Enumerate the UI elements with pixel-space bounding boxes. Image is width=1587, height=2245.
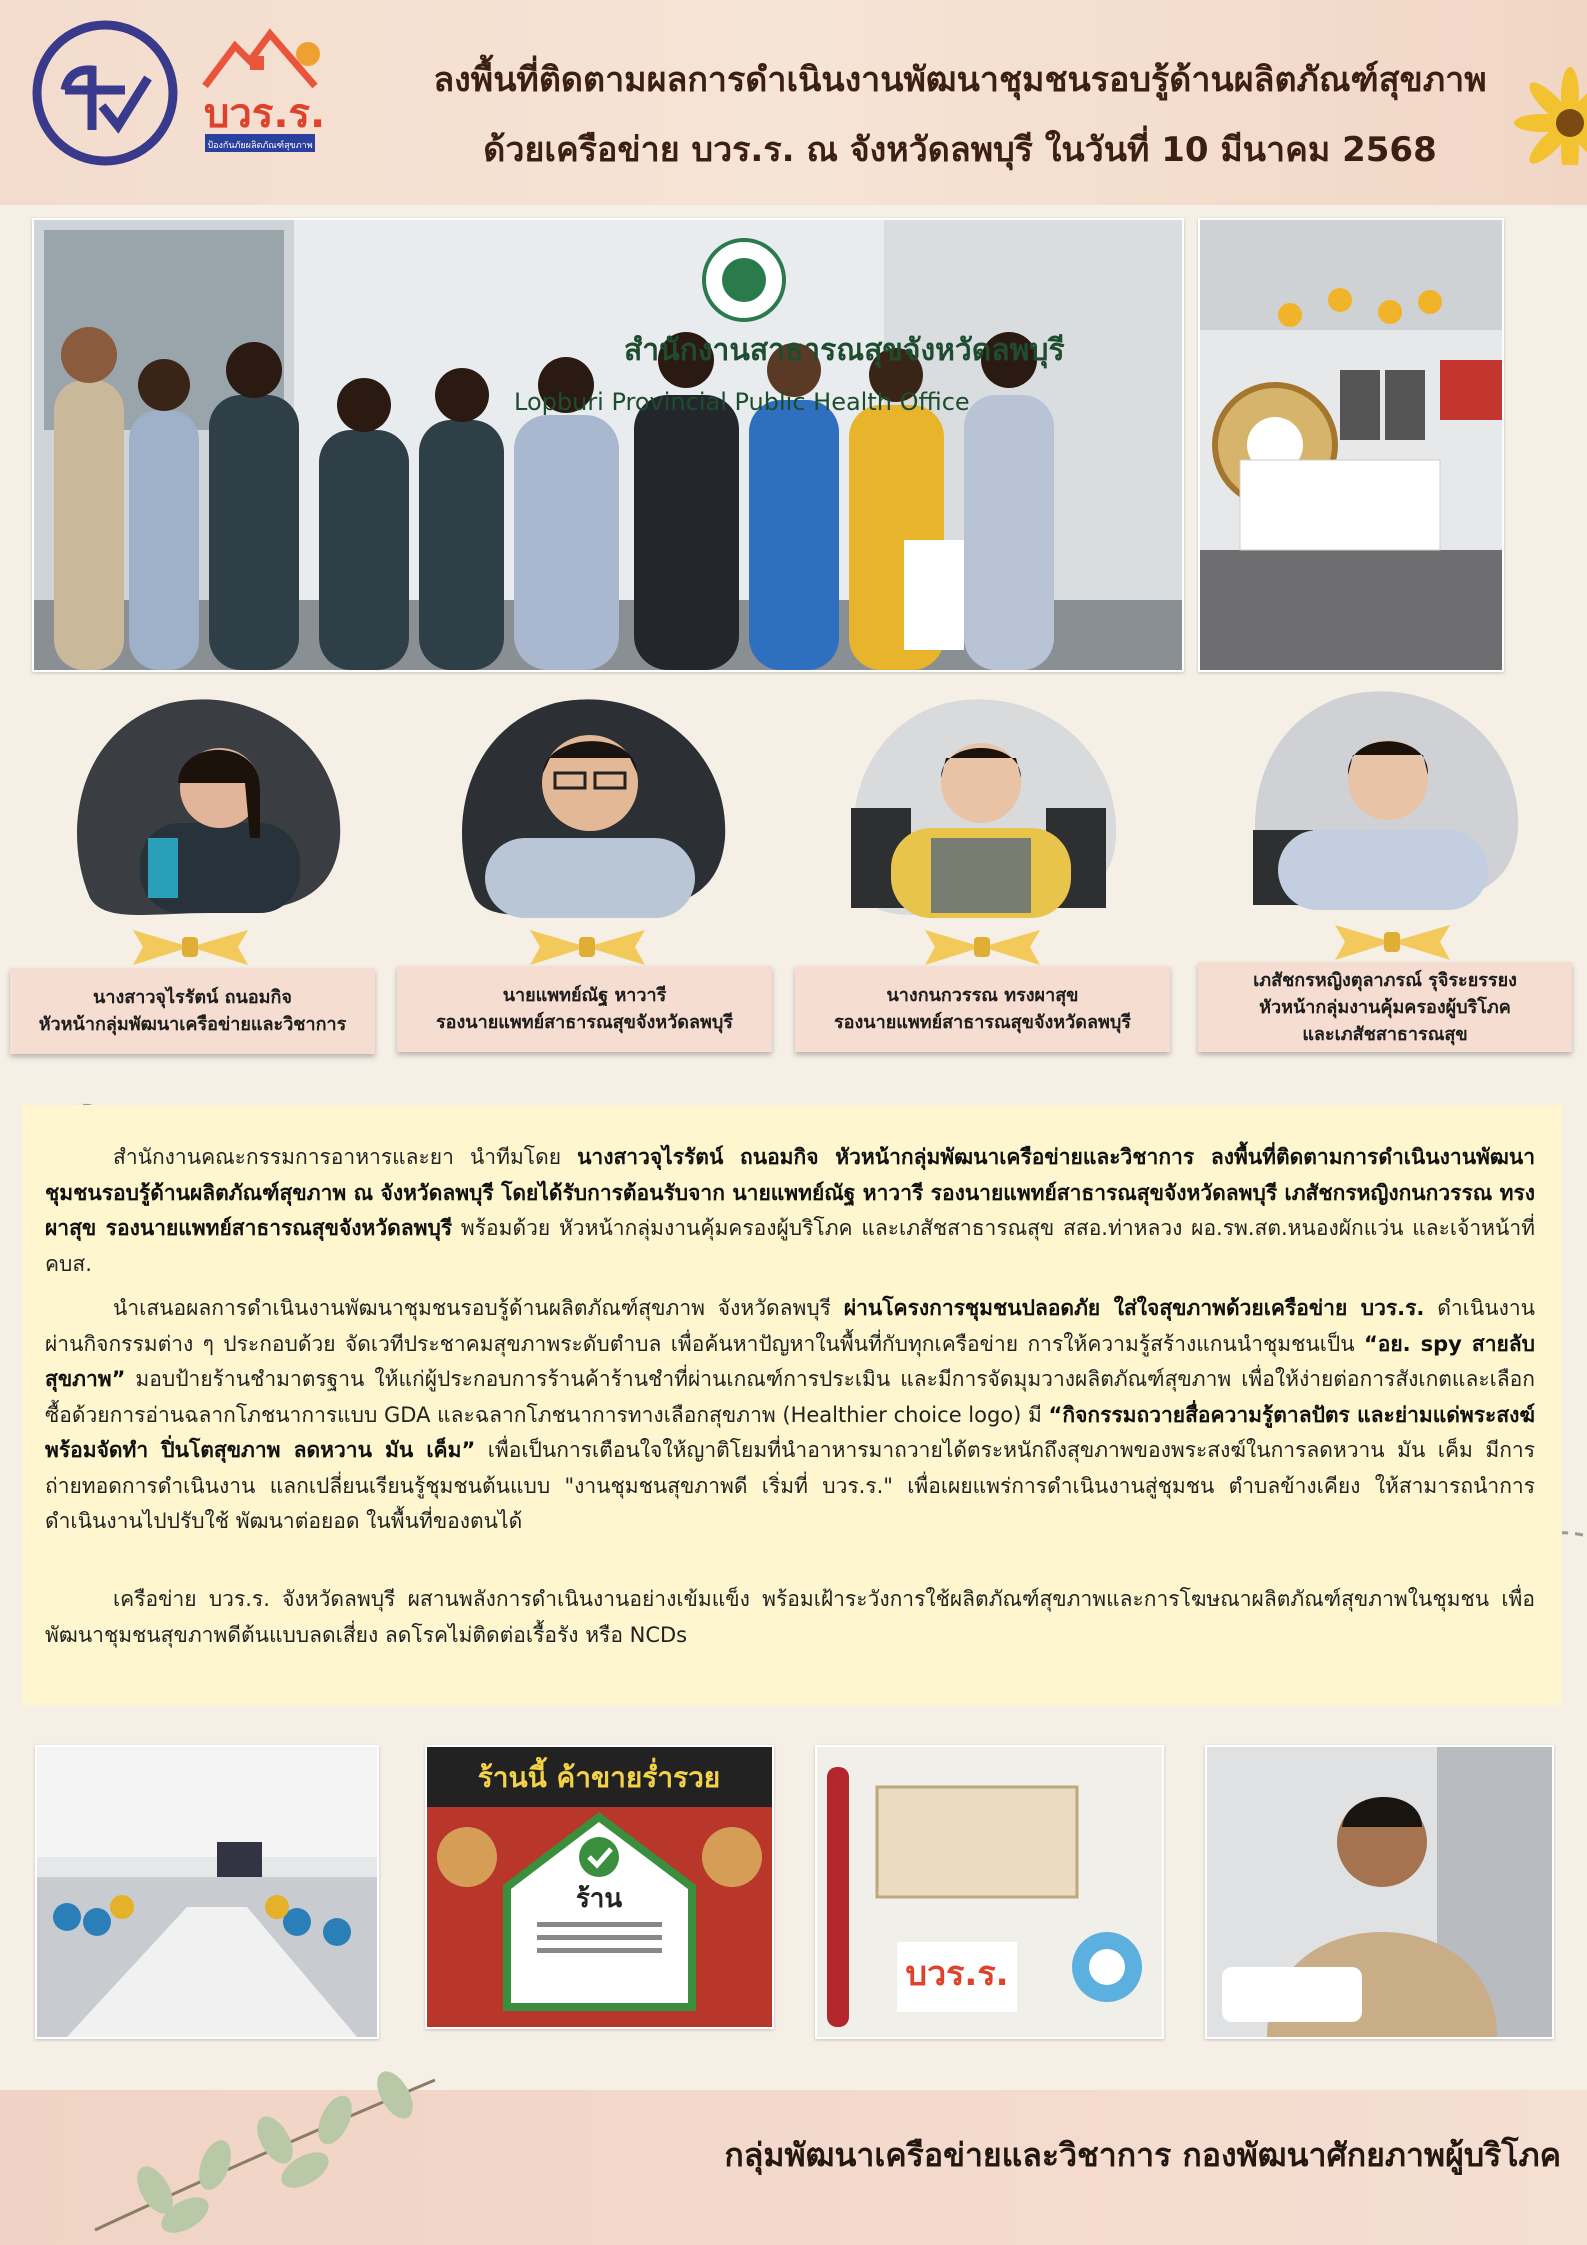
person-role: หัวหน้ากลุ่มงานคุ้มครองผู้บริโภค [1259, 996, 1511, 1018]
person-name: เภสัชกรหญิงตุลาภรณ์ รุจิระยรรยง [1253, 969, 1517, 991]
shop-sign-photo [425, 1745, 774, 2029]
bow-icon [1330, 920, 1455, 965]
fan-and-logo-photo [815, 1745, 1164, 2039]
bow-icon [920, 925, 1045, 970]
name-card-1 [10, 968, 375, 1054]
portrait-4 [1238, 680, 1528, 930]
office-sign-en: Lopburi Provincial Public Health Office [514, 388, 970, 416]
person-role: หัวหน้ากลุ่มพัฒนาเครือข่ายและวิชาการ [38, 1014, 347, 1035]
portrait-3 [836, 688, 1126, 938]
name-card-3 [795, 966, 1170, 1052]
paragraph-2: นำเสนอผลการดำเนินงานพัฒนาชุมชนรอบรู้ด้านผลิตภัณฑ์สุขภาพ จังหวัดลพบุรี ผ่านโครงการชุมชนปลอดภัย ใส่ใจสุขภาพด้วยเครือข่าย บวร.ร. ดำเนินงานผ่านกิจกรรมต่าง ๆ ประกอบด้วย จัดเวทีประชาคมสุขภาพระดับตำบล เพื่อค้นหาปัญหาในพื้นที่กับทุกเครือข่าย การให้ความรู้สร้างแกนนำชุมชนเป็น “อย. spy สายลับสุขภาพ” มอบป้ายร้านชำมาตรฐาน ให้แก่ผู้ประกอบการร้านค้าร้านชำที่ผ่านเกณฑ์การประเมิน และมีการจัดมุมวางผลิตภัณฑ์สุขภาพ เพื่อให้ง่ายต่อการสังเกตและเลือกซื้อด้วยการอ่านฉลากโภชนาการแบบ GDA และฉลากโภชนาการทางเลือกสุขภาพ (Healthier choice logo) มี “กิจกรรมถวายสื่อความรู้ตาลปัตร และย่ามแด่พระสงฆ์ พร้อมจัดทำ ปิ่นโตสุขภาพ ลดหวาน มัน เค็ม” เพื่อเป็นการเตือนใจให้ญาติโยมที่นำอาหารมาถวายได้ตระหนักถึงสุขภาพของพระสงฆ์ในการลดหวาน มัน เค็ม มีการถ่ายทอดการดำเนินงาน แลกเปลี่ยนเรียนรู้ชุมชนต้นแบบ "งานชุมชนสุขภาพดี เริ่มที่ บวร.ร." เพื่อเผยแพร่การดำเนินงานสู่ชุมชน ตำบลข้างเคียง ให้สามารถนำการดำเนินงานไปปรับใช้ พัฒนาต่อยอด ในพื้นที่ของตนได้ [45, 1296, 1535, 1533]
title-line-1: ลงพื้นที่ติดตามผลการดำเนินงานพัฒนาชุมชนรอบรู้ด้านผลิตภัณฑ์สุขภาพ [433, 60, 1487, 100]
person-role: รองนายแพทย์สาธารณสุขจังหวัดลพบุรี [834, 1012, 1131, 1033]
portrait-1 [60, 688, 350, 938]
bow-icon [525, 925, 650, 970]
office-sign-th: สำนักงานสาธารณสุขจังหวัดลพบุรี [624, 333, 1065, 368]
shop-sign-heading: ร้านนี้ ค้าขายร่ำรวย [477, 1761, 721, 1794]
group-photo [32, 218, 1184, 672]
sunflower-decoration [1510, 65, 1587, 165]
person-role: รองนายแพทย์สาธารณสุขจังหวัดลพบุรี [436, 1012, 733, 1033]
person-name: นางกนกวรรณ ทรงผาสุข [886, 985, 1079, 1006]
bwr-logo-text: บวร.ร. [204, 91, 326, 137]
page-title [345, 45, 1575, 185]
meeting-room-photo [35, 1745, 379, 2039]
bow-icon [128, 925, 253, 970]
officer-photo [1205, 1745, 1554, 2039]
title-line-2: ด้วยเครือข่าย บวร.ร. ณ จังหวัดลพบุรี ในวันที่ 10 มีนาคม 2568 [483, 130, 1437, 170]
name-card-2 [397, 966, 772, 1052]
display-table-photo [1198, 218, 1504, 672]
footer-text: กลุ่มพัฒนาเครือข่ายและวิชาการ กองพัฒนาศักยภาพผู้บริโภค [724, 2136, 1561, 2174]
fda-logo [30, 18, 180, 168]
bwr-logo-subtext: ป้องกันภัยผลิตภัณฑ์สุขภาพ [207, 141, 313, 151]
person-name: นายแพทย์ณัฐ หาวารี [502, 985, 667, 1006]
leaf-branch-decoration [75, 2040, 455, 2245]
bwr-logo [190, 26, 330, 161]
shop-sign-label: ร้าน [575, 1884, 623, 1914]
paragraph-1: สำนักงานคณะกรรมการอาหารและยา นำทีมโดย นางสาวจุไรรัตน์ ถนอมกิจ หัวหน้ากลุ่มพัฒนาเครือข่ายและวิชาการ ลงพื้นที่ติดตามการดำเนินงานพัฒนาชุมชนรอบรู้ด้านผลิตภัณฑ์สุขภาพ ณ จังหวัดลพบุรี โดยได้รับการต้อนรับจาก นายแพทย์ณัฐ หาวารี รองนายแพทย์สาธารณสุขจังหวัดลพบุรี เภสัชกรหญิงกนกวรรณ ทรงผาสุข รองนายแพทย์สาธารณสุขจังหวัดลพบุรี พร้อมด้วย หัวหน้ากลุ่มงานคุ้มครองผู้บริโภค และเภสัชสาธารณสุข สสอ.ท่าหลวง ผอ.รพ.สต.หนองผักแว่น และเจ้าหน้าที่ คบส. [45, 1145, 1536, 1276]
paragraph-3: เครือข่าย บวร.ร. จังหวัดลพบุรี ผสานพลังการดำเนินงานอย่างเข้มแข็ง พร้อมเฝ้าระวังการใช้ผลิตภัณฑ์สุขภาพและการโฆษณาผลิตภัณฑ์สุขภาพในชุมชน เพื่อพัฒนาชุมชนสุขภาพดีต้นแบบลดเสี่ยง ลดโรคไม่ติดต่อเรื้อรัง หรือ NCDs [45, 1587, 1535, 1647]
portrait-2 [445, 688, 735, 938]
name-card-4 [1198, 962, 1572, 1052]
bwr-logo-text: บวร.ร. [905, 1954, 1009, 1994]
person-role-line-2: และเภสัชสาธารณสุข [1302, 1023, 1468, 1045]
person-name: นางสาวจุไรรัตน์ ถนอมกิจ [93, 987, 292, 1008]
